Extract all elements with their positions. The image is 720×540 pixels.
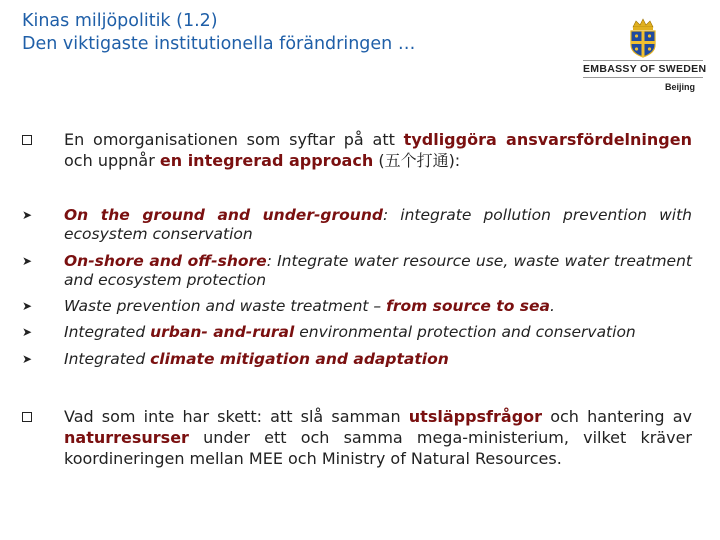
sub-bullet-shore: ➤ On-shore and off-shore: Integrate water resource use, waste water treatment and ecosystem protection — [22, 252, 692, 289]
logo-divider-bottom — [583, 77, 703, 78]
sub-bullet-climate: ➤ Integrated climate mitigation and adaptation — [22, 350, 449, 368]
title-line-2: Den viktigaste institutionella förändringen … — [22, 34, 416, 54]
arrow-bullet-icon: ➤ — [22, 352, 33, 366]
bullet-not-happened-text: Vad som inte har skett: att slå samman utsläppsfrågor och hantering av naturresurser under ett och samma mega-ministerium, vilket kräver koordineringen mellan MEE och Ministry of Natural Resources. — [64, 407, 693, 468]
logo-embassy-name: EMBASSY OF SWEDEN — [583, 63, 707, 75]
arrow-bullet-icon: ➤ — [22, 299, 33, 313]
highlight-integrated-approach: en integrerad approach — [159, 151, 374, 170]
bullet-not-happened — [22, 406, 692, 469]
square-bullet-icon — [22, 408, 40, 429]
sub-bullet-waste: ➤ Waste prevention and waste treatment – from source to sea. — [22, 297, 555, 315]
arrow-bullet-icon: ➤ — [22, 254, 33, 268]
arrow-bullet-icon: ➤ — [22, 208, 33, 222]
swedish-crown-icon — [626, 18, 660, 58]
embassy-logo — [583, 18, 707, 92]
highlight-responsibility: tydliggöra ansvarsfördelningen — [403, 130, 692, 149]
square-bullet-icon — [22, 131, 40, 152]
highlight-natural-resources: naturresurser — [64, 428, 189, 447]
logo-city: Beijing — [664, 82, 695, 92]
logo-divider-top — [583, 60, 703, 61]
bullet-reorganisation-text: En omorganisationen som syftar på att tydliggöra ansvarsfördelningen och uppnår en integrerad approach (五个打通): — [64, 130, 692, 170]
sub-bullet-ground: ➤ On the ground and under-ground: integrate pollution prevention with ecosystem conservation — [22, 206, 692, 243]
slide-title — [22, 10, 562, 56]
highlight-emissions: utsläppsfrågor — [408, 407, 543, 426]
bullet-reorganisation — [22, 129, 692, 171]
title-line-1: Kinas miljöpolitik (1.2) — [22, 11, 218, 31]
arrow-bullet-icon: ➤ — [22, 325, 33, 339]
sub-bullet-urban-rural: ➤ Integrated urban- and-rural environmental protection and conservation — [22, 323, 636, 341]
